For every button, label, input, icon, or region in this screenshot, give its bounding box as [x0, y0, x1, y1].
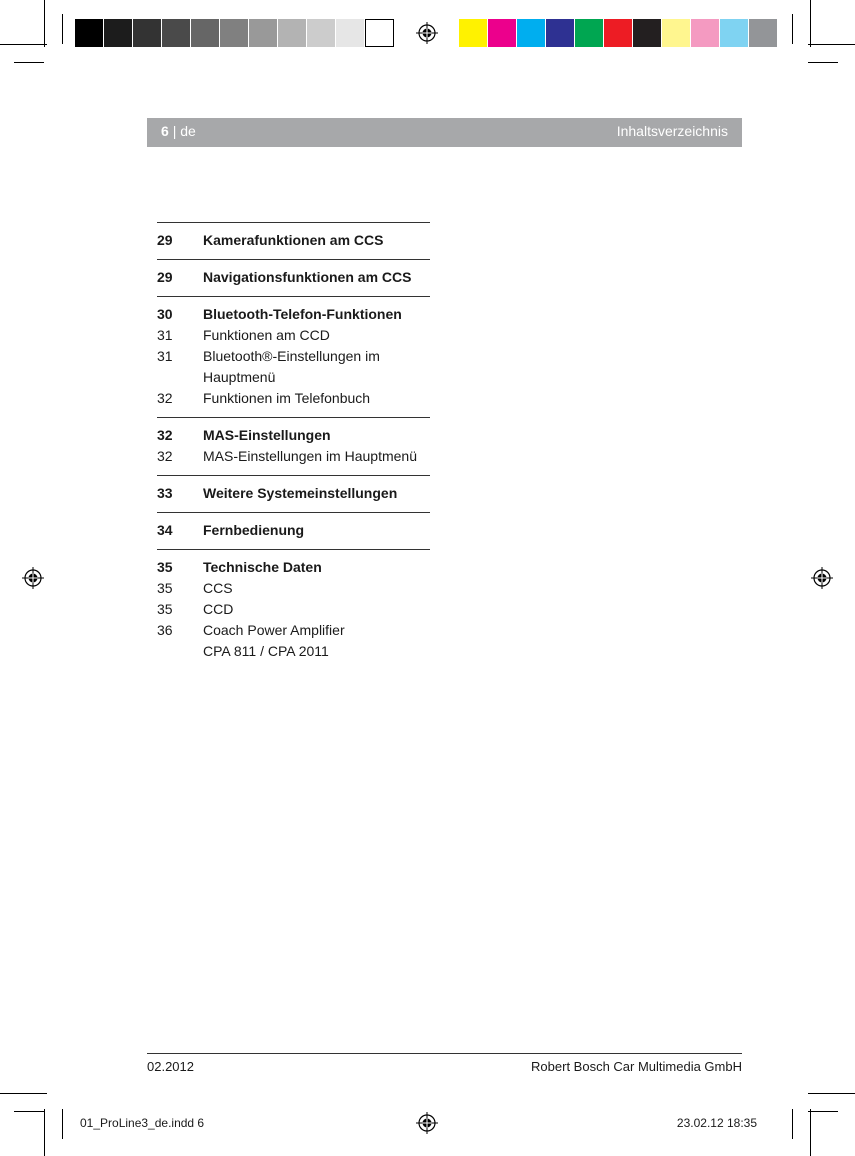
crop-mark [14, 1111, 44, 1112]
toc-heading-entry [157, 483, 430, 504]
toc-entry-title: CCS [203, 580, 233, 596]
color-swatch [336, 19, 365, 47]
registration-target-icon [22, 567, 44, 589]
color-swatch [75, 19, 104, 47]
color-swatch [575, 19, 604, 47]
color-swatch [662, 19, 691, 47]
crop-mark [0, 44, 47, 45]
toc-heading-entry [157, 557, 430, 578]
header-separator: | [172, 123, 177, 139]
color-swatch [249, 19, 278, 47]
header-language: de [180, 123, 196, 139]
registration-target-icon [811, 567, 833, 589]
page-number: 6 [161, 123, 169, 139]
toc-heading-entry [157, 520, 430, 541]
registration-target-icon [416, 22, 438, 44]
crop-mark [792, 14, 793, 44]
color-bar [459, 19, 778, 47]
crop-mark [810, 0, 811, 47]
crop-mark [62, 14, 63, 44]
toc-page-number: 35 [157, 559, 173, 575]
toc-entry-title: Funktionen im Telefonbuch [203, 390, 371, 406]
table-of-contents [157, 222, 430, 670]
color-swatch [691, 19, 720, 47]
color-swatch [488, 19, 517, 47]
color-swatch [133, 19, 162, 47]
toc-entry-title: Coach Power Amplifier [203, 622, 345, 638]
toc-heading-entry [157, 425, 430, 446]
header-page-info [161, 123, 196, 139]
crop-mark [808, 1111, 838, 1112]
color-swatch [104, 19, 133, 47]
toc-heading-entry [157, 230, 430, 251]
toc-section [157, 417, 430, 475]
toc-entry-title: MAS-Einstellungen [203, 427, 331, 443]
toc-entry-title: Fernbedienung [203, 522, 305, 538]
toc-section [157, 549, 430, 670]
toc-page-number: 29 [157, 232, 173, 248]
toc-entry-title: Kamerafunktionen am CCS [203, 232, 384, 248]
color-swatch [633, 19, 662, 47]
toc-entry-title: Funktionen am CCD [203, 327, 330, 343]
color-swatch [720, 19, 749, 47]
toc-sub-entry [157, 641, 430, 662]
toc-page-number: 32 [157, 390, 173, 406]
toc-page-number: 29 [157, 269, 173, 285]
color-swatch [517, 19, 546, 47]
toc-sub-entry [157, 578, 430, 599]
toc-section [157, 296, 430, 417]
crop-mark [810, 1109, 811, 1156]
toc-entry-title: MAS-Einstellungen im Hauptmenü [203, 448, 417, 464]
crop-mark [44, 1109, 45, 1156]
crop-mark [62, 1109, 63, 1139]
toc-entry-title: Bluetooth-Telefon-Funktionen [203, 306, 402, 322]
crop-mark [808, 44, 855, 45]
toc-entry-title: Technische Daten [203, 559, 322, 575]
toc-page-number: 35 [157, 601, 173, 617]
toc-page-number: 32 [157, 448, 173, 464]
toc-sub-entry [157, 620, 430, 641]
toc-entry-title: CPA 811 / CPA 2011 [203, 643, 329, 659]
toc-entry-title: Bluetooth®-Einstellungen im [203, 348, 380, 364]
slug-filename: 01_ProLine3_de.indd 6 [80, 1116, 205, 1130]
toc-page-number: 33 [157, 485, 173, 501]
color-swatch [220, 19, 249, 47]
color-swatch [365, 19, 394, 47]
crop-mark [792, 1109, 793, 1139]
toc-heading-entry [157, 304, 430, 325]
toc-section [157, 512, 430, 549]
toc-page-number: 36 [157, 622, 173, 638]
toc-sub-entry [157, 325, 430, 346]
crop-mark [808, 62, 838, 63]
color-swatch [191, 19, 220, 47]
crop-mark [14, 62, 44, 63]
toc-sub-entry [157, 388, 430, 409]
section-title: Inhaltsverzeichnis [616, 123, 728, 139]
toc-sub-entry [157, 599, 430, 620]
color-swatch [749, 19, 778, 47]
toc-sub-entry [157, 367, 430, 388]
footer-company: Robert Bosch Car Multimedia GmbH [531, 1059, 742, 1074]
color-swatch [604, 19, 633, 47]
color-swatch [307, 19, 336, 47]
crop-mark [44, 0, 45, 47]
color-swatch [162, 19, 191, 47]
grayscale-bar [75, 19, 394, 47]
toc-entry-title: Hauptmenü [203, 369, 276, 385]
toc-entry-title: CCD [203, 601, 234, 617]
page-header [147, 118, 742, 147]
toc-page-number: 31 [157, 348, 173, 364]
toc-page-number: 35 [157, 580, 173, 596]
toc-section [157, 222, 430, 259]
toc-section [157, 259, 430, 296]
toc-page-number: 31 [157, 327, 173, 343]
footer-divider [147, 1053, 742, 1054]
color-swatch [546, 19, 575, 47]
color-swatch [459, 19, 488, 47]
toc-page-number [157, 367, 203, 388]
toc-section [157, 475, 430, 512]
toc-sub-entry [157, 446, 430, 467]
slug-timestamp: 23.02.12 18:35 [676, 1116, 757, 1130]
toc-entry-title: Weitere Systemeinstellungen [203, 485, 398, 501]
crop-mark [808, 1093, 855, 1094]
toc-page-number [157, 641, 203, 662]
toc-page-number: 34 [157, 522, 173, 538]
toc-entry-title: Navigationsfunktionen am CCS [203, 269, 412, 285]
color-swatch [278, 19, 307, 47]
footer-date: 02.2012 [147, 1059, 194, 1074]
registration-target-icon [416, 1112, 438, 1134]
toc-page-number: 30 [157, 306, 173, 322]
toc-sub-entry [157, 346, 430, 367]
toc-heading-entry [157, 267, 430, 288]
crop-mark [0, 1093, 47, 1094]
toc-page-number: 32 [157, 427, 173, 443]
